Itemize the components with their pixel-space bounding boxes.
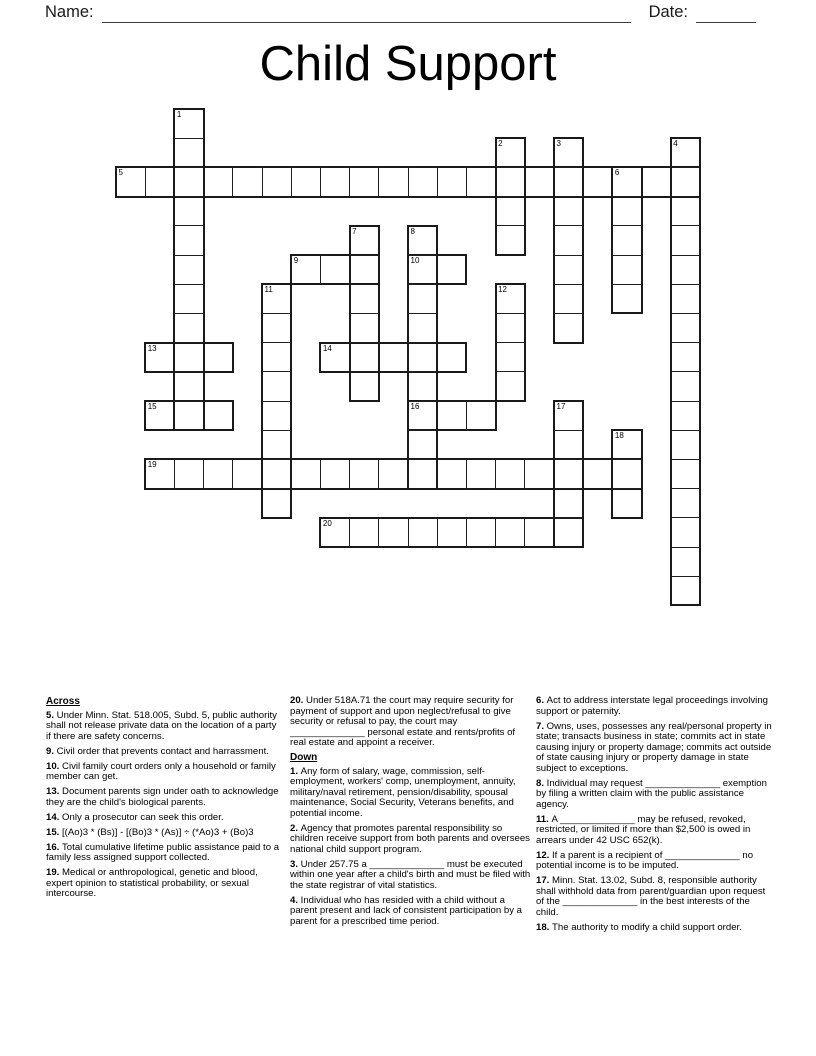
cell-number-19: 19 [147,460,157,470]
cell-divider [671,459,700,460]
cell-divider [262,313,291,314]
cell-number-3: 3 [556,139,561,149]
clue-text: Agency that promotes parental responsibility so children receive support from both parents and oversees national child support program. [290,822,530,855]
cell-divider [554,196,583,197]
cell-divider [554,255,583,256]
cell-divider [496,196,525,197]
clue-1 [290,767,531,820]
cell-divider [174,284,203,285]
cell-divider [554,225,583,226]
clue-number: 1. [290,765,301,777]
clue-number: 10. [46,760,63,772]
cell-divider [496,225,525,226]
cell-divider [350,371,379,372]
cell-divider [320,255,321,284]
cell-number-6: 6 [614,168,620,178]
cell-divider [496,313,525,314]
cell-number-20: 20 [322,518,332,528]
cell-divider [320,459,321,488]
cell-divider [671,167,700,168]
cell-divider [174,342,203,343]
cell-divider [554,167,583,168]
word-17-down[interactable] [553,400,584,548]
clue-number: 13. [46,786,63,797]
clues-down-header: Down [290,752,318,763]
cell-divider [408,518,409,547]
clue-number: 8. [536,777,547,789]
cell-divider [671,401,700,402]
cell-divider [408,342,437,343]
clue-text: Under Minn. Stat. 518.005, Subd. 5, public authority shall not release private data on the location of a party if there are safety concerns. [46,709,277,742]
cell-divider [174,138,203,139]
cell-number-13: 13 [147,343,157,353]
clue-15 [46,828,282,839]
cell-divider [495,459,496,488]
cell-divider [349,518,350,547]
clue-17 [536,876,774,918]
clue-text: Owns, uses, possesses any real/personal property in state; transacts business in state; commits act in state causing injury or property damage; commits act outside of state causing injury or property damage in state subject to exceptions. [536,720,772,774]
clue-number: 12. [536,849,553,861]
clue-5 [46,711,282,743]
clue-number: 7. [536,720,547,732]
cell-divider [203,459,204,488]
cell-divider [378,459,379,488]
clue-number: 16. [46,841,63,853]
cell-divider [496,167,525,168]
clue-text: Civil order that prevents contact and harrassment. [56,745,269,757]
cell-divider [612,459,641,460]
word-8-down[interactable] [407,225,438,490]
cell-divider [174,255,203,256]
cell-divider [174,313,203,314]
clue-4 [290,896,531,928]
word-20-across[interactable] [319,517,584,548]
cell-number-2: 2 [498,139,503,149]
clue-text: Civil family court orders only a household or family member can get. [46,760,276,782]
cell-divider [554,488,583,489]
name-date-bar [45,3,756,23]
cell-divider [349,167,350,196]
cell-number-4: 4 [673,139,678,149]
clue-number: 4. [290,894,301,906]
cell-number-18: 18 [614,431,624,441]
cell-divider [671,488,700,489]
cell-divider [350,255,379,256]
cell-divider [174,167,203,168]
cell-divider [554,459,583,460]
clue-number: 17. [536,875,553,886]
cell-divider [408,371,437,372]
clues-across-header: Across [46,696,80,707]
cell-divider [466,459,467,488]
cell-divider [232,459,233,488]
date-blank-line [696,5,756,23]
cell-divider [612,225,641,226]
cell-divider [232,167,233,196]
cell-divider [262,488,291,489]
cell-divider [174,225,203,226]
cell-number-7: 7 [352,226,357,236]
clue-20 [290,696,531,749]
cell-divider [554,430,583,431]
cell-divider [554,313,583,314]
cell-number-16: 16 [410,402,420,411]
cell-divider [437,167,438,196]
name-label: Name: [45,3,94,21]
cell-divider [320,167,321,196]
clue-number: 6. [536,695,547,706]
clue-16 [46,843,282,864]
cell-number-5: 5 [118,168,123,178]
cell-divider [496,342,525,343]
cell-number-14: 14 [322,343,332,353]
clue-number: 18. [536,921,553,933]
clue-text: Act to address interstate legal proceedings involving support or paternity. [536,695,768,717]
cell-divider [262,401,291,402]
cell-divider [612,284,641,285]
cell-divider [496,371,525,372]
cell-number-10: 10 [410,256,420,265]
cell-divider [612,255,641,256]
cell-divider [612,196,641,197]
clue-text: A ______________ may be refused, revoked, restricted, or limited if more than $2,500 is owed in arrears under 42 USC 652(k). [536,813,751,846]
clue-column-1 [46,696,282,904]
clue-12 [536,851,774,872]
cell-divider [671,196,700,197]
cell-divider [554,517,583,518]
clue-11 [536,815,774,847]
clue-number: 9. [46,745,57,757]
crossword-grid [116,109,703,608]
cell-divider [262,167,263,196]
cell-divider [349,459,350,488]
cell-divider [408,430,437,431]
clue-text: Document parents sign under oath to acknowledge they are the child's biological parents. [46,786,279,808]
cell-divider [378,167,379,196]
cell-divider [174,196,203,197]
cell-divider [466,167,467,196]
clue-text: Under 257.75 a ______________ must be executed within one year after a child's birth and must be filed with the state registrar of vital statistics. [290,858,531,891]
cell-number-15: 15 [147,402,157,411]
word-18-down[interactable] [611,429,642,519]
cell-divider [466,401,467,430]
cell-divider [174,459,175,488]
clue-number: 14. [46,811,63,823]
cell-divider [671,371,700,372]
cell-divider [671,517,700,518]
puzzle-title: Child Support [259,37,557,91]
clue-column-3 [536,696,774,938]
cell-divider [408,401,437,402]
clue-text: Total cumulative lifetime public assistance paid to a family less assigned support collected. [46,841,280,863]
cell-divider [262,342,291,343]
cell-divider [671,576,700,577]
cell-divider [350,342,379,343]
clue-number: 3. [290,858,301,870]
cell-divider [408,284,437,285]
cell-divider [671,255,700,256]
clue-text: Only a prosecutor can seek this order. [62,811,224,823]
clue-text: The authority to modify a child support order. [552,921,742,933]
cell-divider [554,284,583,285]
cell-number-9: 9 [293,256,299,265]
cell-divider [495,518,496,547]
clue-8 [536,779,774,811]
cell-divider [437,518,438,547]
cell-divider [291,167,292,196]
clue-number: 2. [290,822,301,834]
cell-divider [350,284,379,285]
cell-divider [262,430,291,431]
cell-divider [612,488,641,489]
cell-divider [408,255,437,256]
cell-divider [671,225,700,226]
cell-divider [262,459,291,460]
clue-3 [290,860,531,892]
clue-14 [46,813,282,824]
cell-number-12: 12 [498,285,507,295]
cell-divider [262,371,291,372]
cell-number-11: 11 [264,285,273,295]
clue-9 [46,747,282,758]
clue-number: 5. [46,709,57,721]
cell-number-17: 17 [556,402,566,411]
cell-divider [145,167,146,196]
cell-divider [408,167,409,196]
clue-19 [46,868,282,900]
cell-number-1: 1 [176,110,182,119]
clue-text: Medical or anthropological, genetic and blood, expert opinion to statistical probability, or sexual intercourse. [46,867,258,899]
clue-text: Individual who has resided with a child without a parent present and lack of consistent participation by a parent for a prescribed time period. [290,894,522,927]
cell-divider [350,313,379,314]
clue-6 [536,696,774,717]
clue-text: Under 518A.71 the court may require security for payment of support and upon neglect/refusal to give security or refusal to pay, the court may ______________ personal estate and rents/profits of real estate and appoint a receiver. [290,695,516,748]
clue-text: Any form of salary, wage, commission, self-employment, workers' comp, unemployment, annuity, military/naval retirement, pension/disability, spousal maintenance, Social Security, Veterans benefits, and potential income. [290,765,516,819]
name-blank-line [102,5,631,23]
cell-divider [671,430,700,431]
word-1-down[interactable] [173,108,204,431]
clue-2 [290,824,531,856]
word-6-down[interactable] [611,166,642,314]
clue-text: Individual may request ______________ exemption by filing a written claim with the public assistance agency. [536,777,767,810]
cell-divider [174,401,203,402]
cell-number-8: 8 [410,226,415,236]
cell-divider [671,284,700,285]
cell-divider [671,313,700,314]
cell-divider [466,518,467,547]
cell-divider [524,518,525,547]
clue-text: [(Ao)3 * (Bs)] - [(Bo)3 * (As)] ÷ (*Ao)3 + (Bo)3 [62,826,254,838]
word-14-across[interactable] [319,342,467,373]
clue-number: 15. [46,826,63,838]
clue-10 [46,762,282,783]
clue-text: Minn. Stat. 13.02, Subd. 8, responsible authority shall withhold data from parent/guardian upon request of the ______________ in the best interests of the child. [536,875,766,918]
clue-number: 11. [536,813,552,825]
cell-divider [671,547,700,548]
cell-divider [174,371,203,372]
clue-13 [46,787,282,808]
cell-divider [408,459,437,460]
clue-number: 20. [290,695,307,706]
cell-divider [524,459,525,488]
date-label: Date: [648,3,688,21]
clue-text: If a parent is a recipient of ______________ no potential income is to be imputed. [536,849,754,871]
clue-number: 19. [46,867,63,878]
clue-column-2 [290,696,531,932]
cell-divider [378,518,379,547]
cell-divider [408,313,437,314]
cell-divider [671,342,700,343]
clue-7 [536,722,774,775]
clue-18 [536,923,774,934]
